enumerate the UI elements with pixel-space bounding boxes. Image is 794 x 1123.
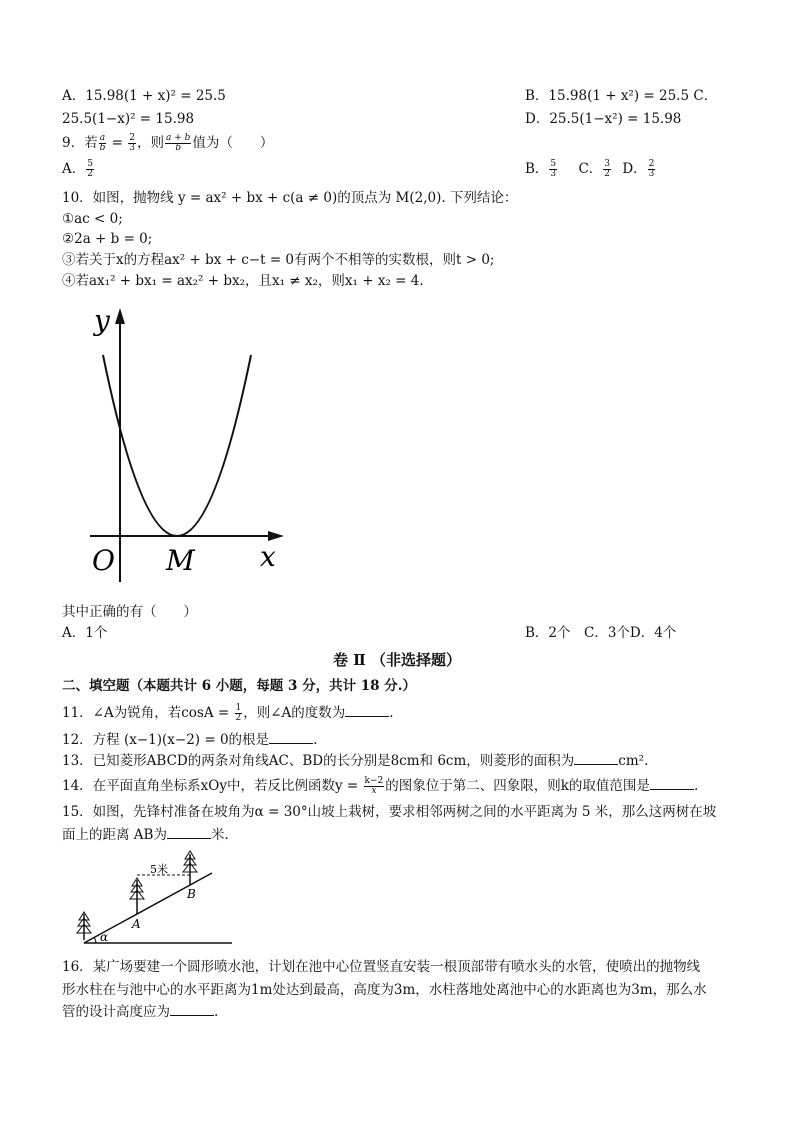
origin-label: O [92,544,115,577]
q16-line-2: 形水柱在与池中心的水平距离为1m处达到最高，高度为3m，水柱落地处离池中心的水距离也为3m，那么水 [62,982,707,998]
q9-option-d-label: D． [622,161,647,177]
q9-option-a-den: 2 [87,169,93,179]
q10-conclusion-3: ③若关于x的方程ax² + bx + c−t = 0有两个不相等的实数根，则t > 0; [62,252,495,268]
tree-icon [130,878,144,914]
q15-text-b: 米. [210,827,229,843]
q9-eq: = [107,135,128,151]
q9-given-value-den: 3 [129,143,135,153]
q8-option-c: 25.5(1−x)² = 15.98 [62,111,195,127]
q10-conclusion-2: ②2a + b = 0; [62,231,153,247]
q13-unit: cm² [618,753,645,769]
q14-fraction [364,777,385,796]
q15-line-1: 15．如图，先锋村准备在坡角为α = 30°山坡上栽树，要求相邻两树之间的水平距离为 5 米，那么这两树在坡 [62,804,717,820]
angle-arc [94,937,96,943]
section-2-title: 卷 Ⅱ （非选择题） [332,651,462,669]
q11-fraction-num: 1 [235,703,242,713]
q9-given-den: b [99,143,106,153]
y-axis-arrow [115,308,125,324]
q14 [62,777,698,796]
q9-stem [62,134,273,153]
q9-option-d-fraction [648,160,656,179]
q9-option-d-den: 3 [648,169,655,179]
q9-expr-num: a + b [166,133,191,143]
point-a-label: A [132,917,141,931]
q12-answer-blank[interactable] [269,731,313,744]
q14-text-b: 的图象位于第二、四象限，则k的取值范围是 [385,778,650,794]
q16-line-1: 16．某广场要建一个圆形喷水池，计划在池中心位置竖直安装一根顶部带有喷水头的水管，使喷出的抛物线 [62,959,701,975]
q13 [62,752,648,770]
point-b-label: B [187,887,196,901]
q10-conclusion-4: ④若ax₁² + bx₁ = ax₂² + bx₂，且x₁ ≠ x₂，则x₁ + x₂ = 4. [62,273,424,289]
tree-icon [77,912,91,940]
q9-option-a [62,160,95,179]
q16-line-3 [62,1003,218,1021]
x-axis-label: x [260,540,276,573]
q9-expr-den: b [175,143,182,153]
q12 [62,731,317,749]
q11-text-b: ，则∠A的度数为 [243,705,346,721]
distance-label: 5米 [150,863,168,876]
q9-given-fraction [99,134,107,153]
q8-option-d: D．25.5(1−x²) = 15.98 [525,111,682,127]
q11-text-a: 11．∠A为锐角，若cosA = [62,705,234,721]
q9-option-a-label: A． [62,161,86,177]
q9-suffix: 值为（ ） [192,135,274,151]
q9-option-a-num: 5 [87,159,93,169]
vertex-label: M [166,544,195,577]
parabola-figure [80,300,310,590]
q16-answer-blank[interactable] [170,1003,214,1016]
q10-question: 其中正确的有（ ） [62,604,197,620]
q10-options-bcd: B．2个 C．3个D．4个 [525,625,677,641]
q12-end: . [313,732,318,748]
slope-figure [72,848,237,948]
q15-text-a: 面上的距离 AB为 [62,827,167,843]
q15-line-2 [62,826,229,844]
angle-label: α [100,930,109,944]
q9-option-b-fraction [549,160,557,179]
q9-option-c-num: 3 [604,159,611,169]
q8-option-a: A．15.98(1 + x)² = 25.5 [62,88,226,104]
q9-option-c-label: C． [578,161,603,177]
q11-end: . [389,705,394,721]
y-axis-label: y [94,304,110,337]
q9-given-value-num: 2 [129,133,135,143]
q9-option-b-label: B． [525,161,549,177]
q10-conclusion-1: ①ac < 0; [62,211,123,227]
q14-fraction-num: k−2 [364,776,384,786]
q14-end: . [693,778,699,794]
q16-text-b: . [214,1004,219,1020]
q9-given-value [128,134,136,153]
q9-prefix: 9．若 [62,135,98,151]
q11-fraction-den: 2 [235,713,242,723]
q9-mid: ，则 [137,135,164,151]
q8-option-c-label: C． [693,88,718,104]
q13-answer-blank[interactable] [574,752,618,765]
q13-text-a: 13．已知菱形ABCD的两条对角线AC、BD的长分别是8cm和 6cm，则菱形的面积为 [62,753,575,769]
q11 [62,704,394,723]
q14-answer-blank[interactable] [650,777,694,790]
q11-fraction [235,704,243,723]
q8-option-b-c [525,87,717,105]
q10-option-a: A．1个 [62,625,108,641]
q9-options-bcd [525,160,656,179]
q15-answer-blank[interactable] [167,826,211,839]
section-2-heading: 二、填空题（本题共计 6 小题，每题 3 分，共计 18 分.） [62,678,416,694]
q9-option-b-den: 3 [550,169,557,179]
q13-end: . [644,753,649,769]
q14-fraction-den: x [371,786,377,796]
q11-answer-blank[interactable] [345,704,389,717]
q9-option-a-fraction [86,160,94,179]
parabola-curve [103,355,251,536]
q10-stem: 10．如图，抛物线 y = ax² + bx + c(a ≠ 0)的顶点为 M(2,0). 下列结论： [62,190,518,206]
q8-option-b: B．15.98(1 + x²) = 25.5 [525,88,690,104]
q9-option-c-fraction [603,160,611,179]
q9-option-d-num: 2 [648,159,655,169]
q9-expr-fraction [165,134,191,153]
q16-text-a: 管的设计高度应为 [62,1004,170,1020]
q14-text-a: 14．在平面直角坐标系xOy中，若反比例函数y = [62,778,363,794]
q9-option-b-num: 5 [550,159,557,169]
q9-option-c-den: 2 [604,169,611,179]
q12-text-a: 12．方程 (x−1)(x−2) = 0的根是 [62,732,270,748]
q9-given-num: a [99,133,106,143]
